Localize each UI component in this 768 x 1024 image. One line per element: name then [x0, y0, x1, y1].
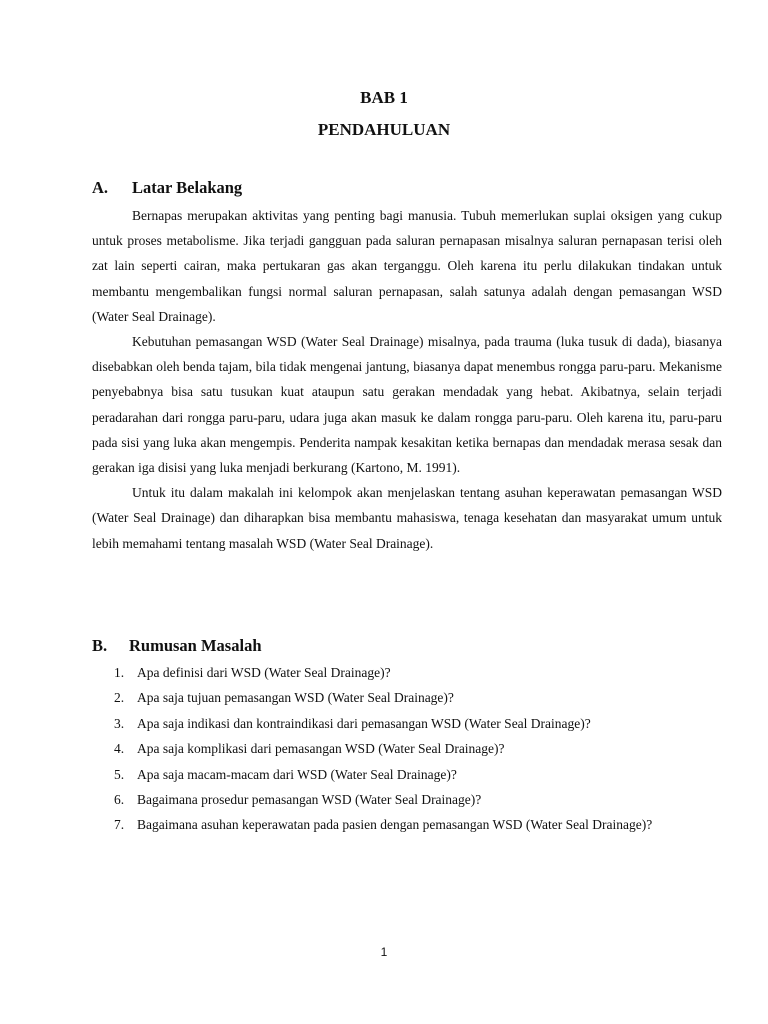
list-item	[108, 711, 722, 736]
list-item	[108, 812, 722, 837]
list-item-number: 4.	[114, 741, 125, 757]
list-item-text: Apa definisi dari WSD (Water Seal Drainage)?	[137, 665, 391, 680]
paragraph: Kebutuhan pemasangan WSD (Water Seal Drainage) misalnya, pada trauma (luka tusuk di dada), biasanya disebabkan oleh benda tajam, bila tidak mengenai jantung, biasanya dapat menembus rongga paru-paru. Mekanisme penyebabnya bisa satu tusukan kuat ataupun satu gerakan mendadak yang hebat. Akibatnya, selain terjadi peradarahan dari rongga paru-paru, udara juga akan masuk ke dalam rongga paru-paru. Oleh karena itu, paru-paru pada sisi yang luka akan mengempis. Penderita nampak kesakitan ketika bernapas dan mendadak merasa sesak dan gerakan iga disisi yang luka menjadi berkurang (Kartono, M. 1991).	[92, 334, 722, 476]
list-item	[108, 736, 722, 761]
list-item-number: 3.	[114, 715, 125, 731]
list-item-text: Apa saja macam-macam dari WSD (Water Seal Drainage)?	[137, 766, 457, 782]
list-item-text: Apa saja komplikasi dari pemasangan WSD (Water Seal Drainage)?	[137, 741, 505, 757]
section-a-body	[92, 203, 722, 556]
list-item-text: Bagaimana asuhan keperawatan pada pasien dengan pemasangan WSD (Water Seal Drainage)?	[137, 817, 653, 833]
list-item-number: 7.	[114, 817, 125, 833]
list-item-text: Apa saja tujuan pemasangan WSD (Water Seal Drainage)?	[137, 690, 454, 706]
list-item-text: Apa saja indikasi dan kontraindikasi dari pemasangan WSD (Water Seal Drainage)?	[137, 715, 591, 731]
section-b-title: Rumusan Masalah	[129, 636, 262, 655]
list-item	[108, 685, 722, 710]
list-item-number: 6.	[114, 792, 125, 808]
section-b-letter: B.	[92, 636, 108, 655]
page-number: 1	[380, 945, 388, 959]
paragraph: Bernapas merupakan aktivitas yang penting bagi manusia. Tubuh memerlukan suplai oksigen yang cukup untuk proses metabolisme. Jika terjadi gangguan pada saluran pernapasan misalnya saluran pernapasan terisi oleh zat lain seperti cairan, maka pertukaran gas akan terganggu. Oleh karena itu perlu dilakukan tindakan untuk membantu mengembalikan fungsi normal saluran pernapasan, salah satunya adalah dengan pemasangan WSD (Water Seal Drainage).	[92, 208, 722, 324]
section-a-title: Latar Belakang	[132, 178, 243, 197]
chapter-title: PENDAHULUAN	[317, 120, 451, 139]
list-item-number: 1.	[114, 665, 125, 680]
list-item	[108, 787, 722, 812]
list-item	[108, 762, 722, 787]
list-item-number: 2.	[114, 690, 125, 706]
section-a-letter: A.	[92, 178, 109, 197]
chapter-number: BAB 1	[360, 88, 408, 107]
problem-list	[108, 660, 722, 838]
section-b-heading	[92, 636, 262, 656]
list-item-text: Bagaimana prosedur pemasangan WSD (Water Seal Drainage)?	[137, 792, 482, 808]
paragraph: Untuk itu dalam makalah ini kelompok akan menjelaskan tentang asuhan keperawatan pemasangan WSD (Water Seal Drainage) dan diharapkan bisa membantu mahasiswa, tenaga kesehatan dan masyarakat umum untuk lebih memahami tentang masalah WSD (Water Seal Drainage).	[92, 485, 722, 551]
list-item	[108, 660, 722, 685]
section-a-heading	[92, 178, 242, 198]
list-item-number: 5.	[114, 766, 125, 782]
